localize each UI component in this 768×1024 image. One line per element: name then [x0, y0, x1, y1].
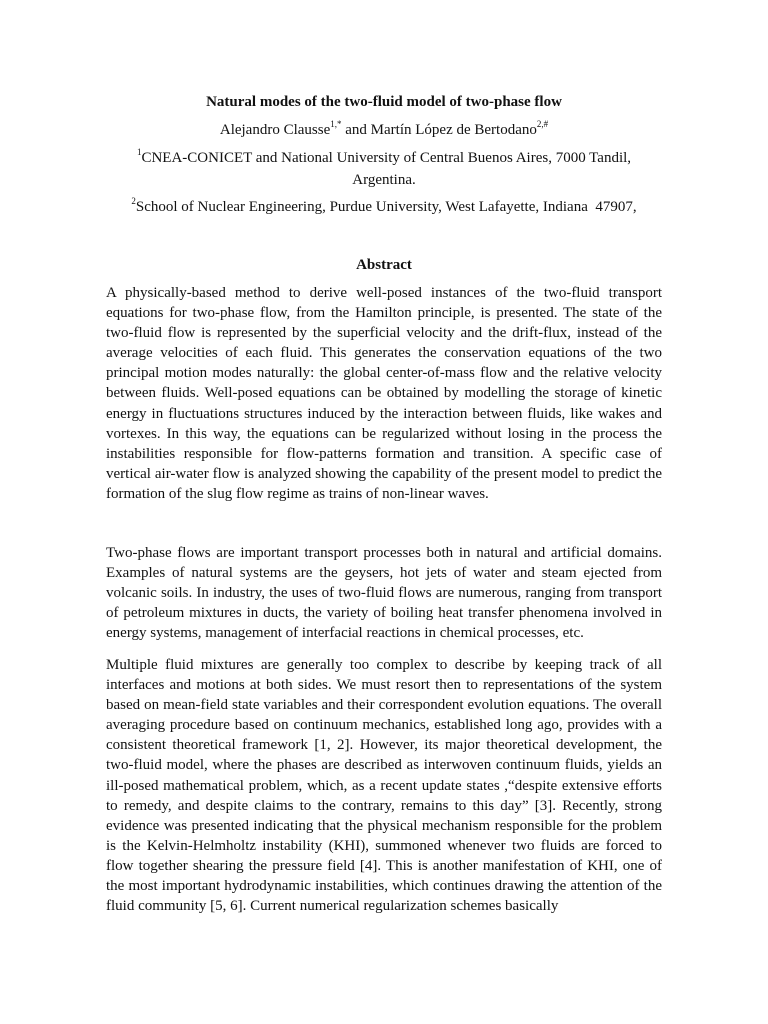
affiliation	[118, 147, 650, 191]
affiliation-superscript: 2	[131, 196, 136, 206]
affiliation-text: School of Nuclear Engineering, Purdue University, West Lafayette, Indiana 47907,	[135, 199, 637, 215]
author-superscript: 1,*	[330, 119, 342, 129]
abstract-paragraph: A physically-based method to derive well-posed instances of the two-fluid transport equations for two-phase flow, from the Hamilton principle, is presented. The state of the two-fluid flow is represented by the superficial velocity and the drift-flux, instead of the average velocities of each fluid. This generates the conservation equations of the two principal motion modes naturally: the global center-of-mass flow and the relative velocity between fluids. Well-posed equations can be obtained by modelling the storage of kinetic energy in fluctuations structures induced by the interaction between fluids, like wakes and vortexes. In this way, the equations can be regularized without losing in the process the instabilities responsible for flow-patterns formation and transition. A specific case of vertical air-water flow is analyzed showing the capability of the present model to predict the formation of the slug flow regime as trains of non-linear waves.	[106, 285, 662, 502]
author-superscript: 2,#	[536, 119, 549, 129]
author-connector: and	[341, 122, 371, 138]
abstract-heading: Abstract	[356, 257, 412, 273]
author-name: Martín López de Bertodano	[370, 122, 537, 138]
affiliation	[118, 196, 650, 218]
affiliation-text: CNEA-CONICET and National University of Central Buenos Aires, 7000 Tandil, Argentina.	[141, 150, 632, 188]
author-name: Alejandro Clausse	[219, 122, 331, 138]
body-paragraph: Multiple fluid mixtures are generally too complex to describe by keeping track of all interfaces and motions at both sides. We must resort then to representations of the system based on mean-field state variables and their correspondent evolution equations. The overall averaging procedure based on continuum mechanics, established long ago, provides with a consistent theoretical framework [1, 2]. However, its major theoretical development, the two-fluid model, where the phases are described as interwoven continuum fluids, yields an ill-posed mathematical problem, which, as a recent update states ,“despite extensive efforts to remedy, and despite claims to the contrary, remains to this day” [3]. Recently, strong evidence was presented indicating that the physical mechanism responsible for the problem is the Kelvin-Helmholtz instability (KHI), summoned whenever two fluids are forced to flow together shearing the pressure field [4]. This is another manifestation of KHI, one of the most important hydrodynamic instabilities, which continues drawing the attention of the fluid community [5, 6]. Current numerical regularization schemes basically	[106, 657, 662, 915]
body-paragraph: Two-phase flows are important transport processes both in natural and artificial domains. Examples of natural systems are the geysers, hot jets of water and steam ejected from volcanic soils. In industry, the uses of two-fluid flows are numerous, ranging from transport of petroleum mixtures in ducts, the variety of boiling heat transfer phenomena involved in energy systems, management of interfacial reactions in chemical processes, etc.	[106, 545, 662, 642]
author-line	[0, 120, 768, 140]
affiliation-superscript: 1	[136, 147, 142, 157]
paper-title: Natural modes of the two-fluid model of two-phase flow	[206, 94, 562, 110]
